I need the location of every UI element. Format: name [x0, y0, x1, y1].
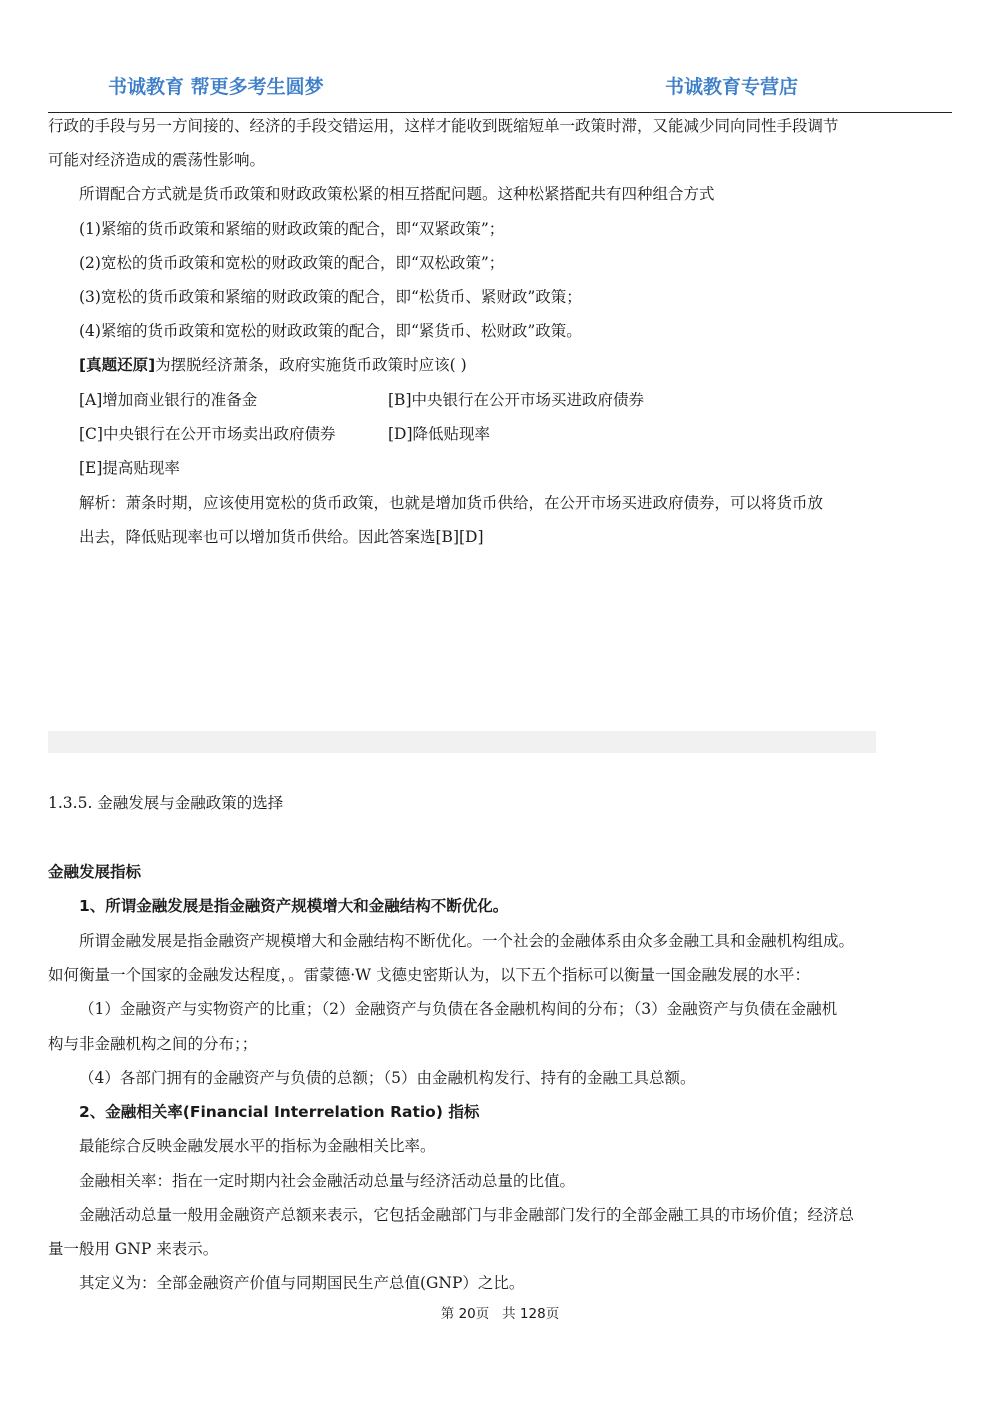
divider-band [48, 731, 876, 753]
point-2-title: 2、金融相关率(Financial Interrelation Ratio) 指标 [79, 1103, 480, 1121]
combination-item-2: (2)宽松的货币政策和宽松的财政政策的配合，即“双松政策”； [79, 254, 505, 272]
question-line [79, 355, 467, 375]
analysis-line: 解析：萧条时期，应该使用宽松的货币政策，也就是增加货币供给，在公开市场买进政府债券，可以将货币放 [79, 494, 824, 512]
option-d: [D]降低贴现率 [388, 425, 491, 443]
paragraph-line: 其定义为：全部金融资产价值与同期国民生产总值(GNP）之比。 [79, 1274, 525, 1292]
combination-intro: 所谓配合方式就是货币政策和财政政策松紧的相互搭配问题。这种松紧搭配共有四种组合方式 [79, 185, 715, 203]
paragraph-line: 可能对经济造成的震荡性影响。 [48, 151, 266, 169]
paragraph-line: 金融活动总量一般用金融资产总额来表示，它包括金融部门与非金融部门发行的全部金融工具的市场价值；经济总 [79, 1206, 855, 1224]
header-divider [48, 112, 952, 113]
paragraph-line: 所谓金融发展是指金融资产规模增大和金融结构不断优化。一个社会的金融体系由众多金融工具和金融机构组成。 [79, 932, 855, 950]
paragraph-line: 构与非金融机构之间的分布；； [48, 1035, 258, 1053]
option-e: [E]提高贴现率 [79, 459, 180, 477]
paragraph-line: 最能综合反映金融发展水平的指标为金融相关比率。 [79, 1137, 436, 1155]
header-right-title: 书诚教育专营店 [665, 76, 799, 98]
page-number: 第 20页 共 128页 [440, 1306, 560, 1322]
combination-item-3: (3)宽松的货币政策和紧缩的财政政策的配合，即“松货币、紧财政”政策； [79, 288, 582, 306]
paragraph-line: （1）金融资产与实物资产的比重；（2）金融资产与负债在各金融机构间的分布；（3）金融资产与负债在金融机 [79, 1000, 838, 1018]
option-b: [B]中央银行在公开市场买进政府债券 [388, 391, 644, 409]
question-stem: 为摆脱经济萧条，政府实施货币政策时应该( ) [155, 356, 467, 374]
combination-item-4: (4)紧缩的货币政策和宽松的财政政策的配合，即“紧货币、松财政”政策。 [79, 322, 582, 340]
question-tag: [真题还原] [79, 356, 156, 374]
paragraph-line: 如何衡量一个国家的金融发达程度，。雷蒙德·W 戈德史密斯认为，以下五个指标可以衡量一国金融发展的水平： [48, 966, 811, 984]
section-heading: 1.3.5. 金融发展与金融政策的选择 [48, 794, 284, 812]
point-1-title: 1、所谓金融发展是指金融资产规模增大和金融结构不断优化。 [79, 897, 509, 915]
paragraph-line: 量一般用 GNP 来表示。 [48, 1240, 219, 1258]
header-left-title: 书诚教育 帮更多考生圆梦 [108, 76, 324, 98]
option-a: [A]增加商业银行的准备金 [79, 391, 258, 409]
paragraph-line: 行政的手段与另一方间接的、经济的手段交错运用，这样才能收到既缩短单一政策时滞，又能减少同向同性手段调节 [48, 117, 839, 135]
paragraph-line: （4）各部门拥有的金融资产与负债的总额；（5）由金融机构发行、持有的金融工具总额。 [79, 1069, 696, 1087]
option-c: [C]中央银行在公开市场卖出政府债券 [79, 425, 336, 443]
combination-item-1: (1)紧缩的货币政策和紧缩的财政政策的配合，即“双紧政策”； [79, 220, 505, 238]
paragraph-line: 金融相关率：指在一定时期内社会金融活动总量与经济活动总量的比值。 [79, 1172, 576, 1190]
section-subheading: 金融发展指标 [48, 863, 142, 881]
analysis-line: 出去，降低贴现率也可以增加货币供给。因此答案选[B][D] [79, 528, 484, 546]
